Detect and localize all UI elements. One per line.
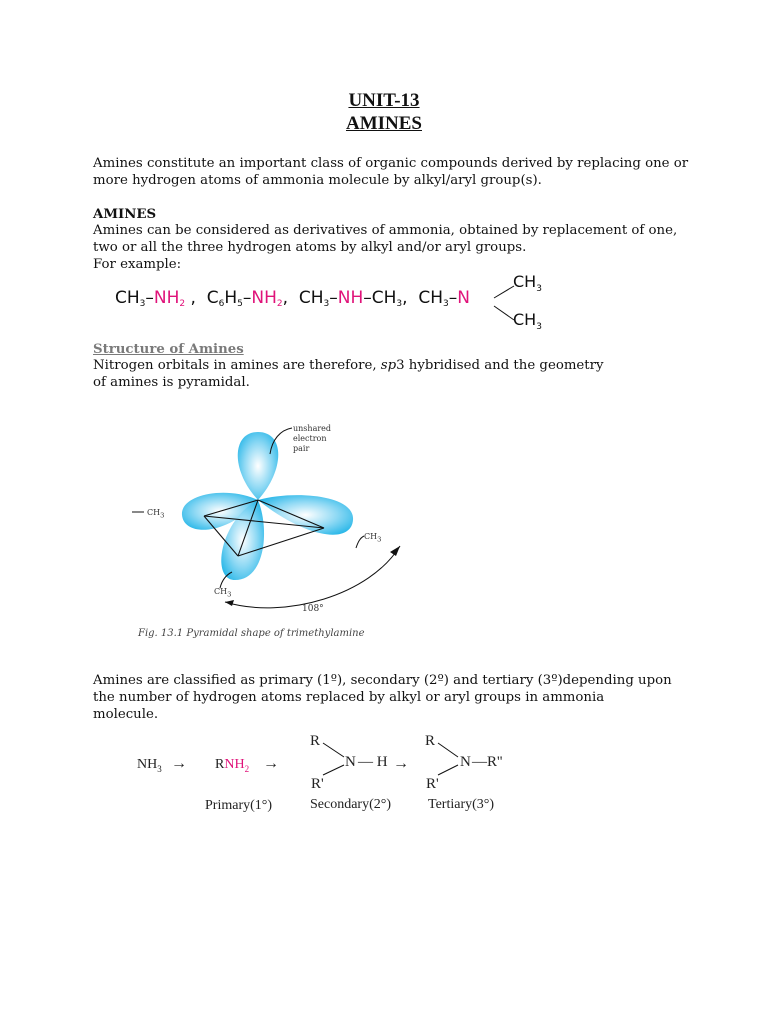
trimethylamine-figure	[120, 420, 420, 625]
trimethylamine-bottom-methyl: $CH_3$	[513, 310, 542, 333]
structure-paragraph-line2: of amines is pyramidal.	[93, 375, 250, 390]
intro-paragraph: Amines constitute an important class of organic compounds derived by replacing one or more hydrogen atoms of ammonia molecule by alkyl/aryl group(s).	[93, 156, 689, 188]
arrow-3: →	[393, 755, 409, 772]
ammonia-formula: $NH_3$	[137, 757, 162, 774]
figure-caption: Fig. 13.1 Pyramidal shape of trimethylamine	[138, 628, 365, 639]
for-example-text: For example:	[93, 257, 182, 272]
amines-paragraph: Amines can be considered as derivatives of ammonia, obtained by replacement of one, two or all the three hydrogen atoms by alkyl and/or aryl groups.	[93, 223, 678, 255]
structure-heading: Structure of Amines	[93, 342, 244, 357]
unit-number: UNIT-13	[348, 90, 420, 111]
example-formulas: $CH_3-NH_2$ , $C_6H_5-NH_2$, $CH_3-NH-CH_3$, $CH_3-N$	[115, 288, 470, 309]
tertiary-rdoubleprime-label: —R''	[472, 754, 503, 770]
secondary-rprime-label: R'	[311, 776, 324, 792]
ch3-bottom-label: $CH_3$	[214, 587, 232, 599]
formula-dimethylamine: $CH_3-NH-CH_3$	[298, 288, 403, 309]
ch3-left-label: $CH_3$	[147, 508, 165, 520]
arc-arrowhead-right	[390, 546, 400, 556]
primary-label: Primary(1°)	[205, 798, 273, 813]
secondary-r-label: R	[310, 733, 321, 749]
arc-arrowhead-left	[225, 600, 234, 606]
right-lobe	[258, 495, 353, 535]
ch3-right-label: $CH_3$	[364, 532, 382, 544]
trimethylamine-bonds	[490, 280, 520, 330]
arrow-2: →	[263, 755, 279, 772]
formula-methylamine: $CH_3-NH_2$	[115, 288, 186, 309]
right-pointer	[356, 536, 364, 548]
amines-heading: AMINES	[93, 207, 157, 222]
tertiary-rprime-label: R'	[426, 776, 439, 792]
classification-paragraph: Amines are classified as primary (1º), secondary (2º) and tertiary (3º)depending upon the number of hydrogen atoms replaced by alkyl or aryl groups in ammonia molecule.	[93, 673, 672, 722]
trimethylamine-top-methyl: $CH_3$	[513, 272, 542, 295]
secondary-h-label: — H	[358, 754, 388, 770]
primary-amine-formula: $RNH_2$	[215, 757, 250, 774]
secondary-label: Secondary(2°)	[310, 797, 392, 812]
secondary-n-label: N	[345, 754, 356, 770]
scheme-bonds	[300, 735, 503, 785]
page-title: AMINES	[345, 113, 422, 134]
tertiary-label: Tertiary(3°)	[428, 797, 495, 812]
tertiary-r-label: R	[425, 733, 436, 749]
bond-angle-label: 108°	[302, 604, 324, 614]
tertiary-n-label: N	[460, 754, 471, 770]
formula-aniline: $C_6H_5-NH_2$	[206, 288, 283, 309]
lone-pair-lobe	[238, 432, 279, 500]
structure-paragraph: Nitrogen orbitals in amines are therefore, sp3 hybridised and the geometry	[93, 358, 604, 373]
formula-trimethylamine: $CH_3-N$	[418, 288, 470, 309]
arrow-1: →	[171, 755, 187, 772]
unshared-pair-label: unshared electron pair	[293, 424, 332, 453]
